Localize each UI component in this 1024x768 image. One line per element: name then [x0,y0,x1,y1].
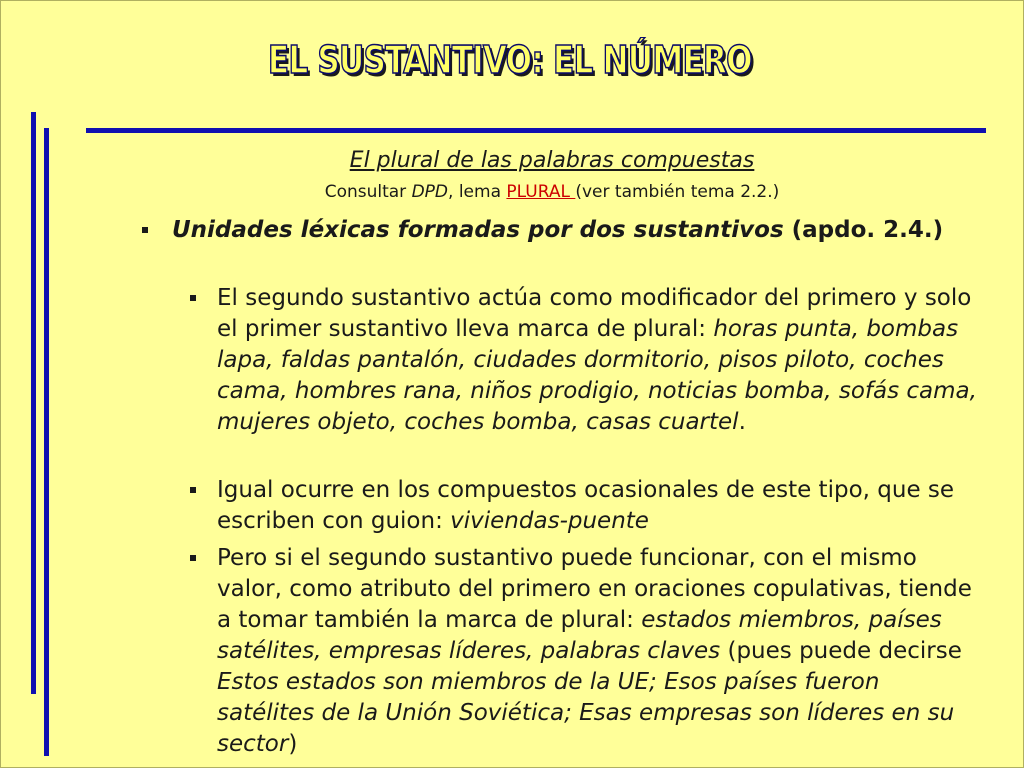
slide-title: EL SUSTANTIVO: EL NÚMERO [267,38,752,82]
consult-prefix: Consultar [324,182,412,202]
square-bullet-icon [142,227,148,233]
sub-bullet-3-middle: (pues puede decirse [720,638,962,664]
sub-bullet-3-plain: Pero si el segundo sustantivo puede funcionar, con el mismo valor, como atributo del primero en oraciones copulativas, tiende a tomar también la marca de plural: [217,545,972,633]
sub-bullet-1-end: . [738,409,746,435]
sub-bullet-3-text [217,543,980,760]
sub-bullet-3 [190,543,980,760]
sub-bullet-3-end: ) [288,731,298,757]
main-bullet-text [172,216,962,245]
sub-bullet-1-plain: El segundo sustantivo actúa como modificador del primero y solo el primer sustantivo lleva marca de plural: [217,285,972,342]
sub-bullet-2-text [217,475,980,537]
consult-suffix: (ver también tema 2.2.) [575,182,780,202]
sub-bullet-1 [190,283,980,438]
sub-bullet-1-text [217,283,980,438]
consult-line [0,182,1024,202]
main-bullet [142,216,962,245]
consult-dpd: DPD [411,182,449,202]
sub-bullet-2-plain: Igual ocurre en los compuestos ocasionales de este tipo, que se escriben con guion: [217,477,955,534]
sub-bullet-1-examples: horas punta, bombas lapa, faldas pantalón, ciudades dormitorio, pisos piloto, coches cama, hombres rana, niños prodigio, noticias bomba, sofás cama, mujeres objeto, coches bomba, casas cuartel [217,316,977,435]
consult-middle: , lema [448,182,507,202]
square-bullet-icon [190,295,196,301]
main-bullet-rest: (apdo. 2.4.) [783,217,944,243]
square-bullet-icon [190,555,196,561]
plural-link[interactable]: PLURAL [506,182,576,202]
title-rule [86,128,986,133]
sub-bullet-3-sentences: Estos estados son miembros de la UE; Esos países fueron satélites de la Unión Soviética; Esas empresas son líderes en su sector [217,669,955,757]
main-bullet-italic: Unidades léxicas formadas por dos sustantivos [172,217,784,243]
square-bullet-icon [190,487,196,493]
left-rule-inner [44,128,49,756]
sub-bullet-3-examples: estados miembros, países satélites, empresas líderes, palabras claves [217,607,942,664]
sub-bullet-2-example: viviendas-puente [450,508,649,534]
section-subtitle: El plural de las palabras compuestas [349,148,755,173]
sub-bullet-2 [190,475,980,537]
